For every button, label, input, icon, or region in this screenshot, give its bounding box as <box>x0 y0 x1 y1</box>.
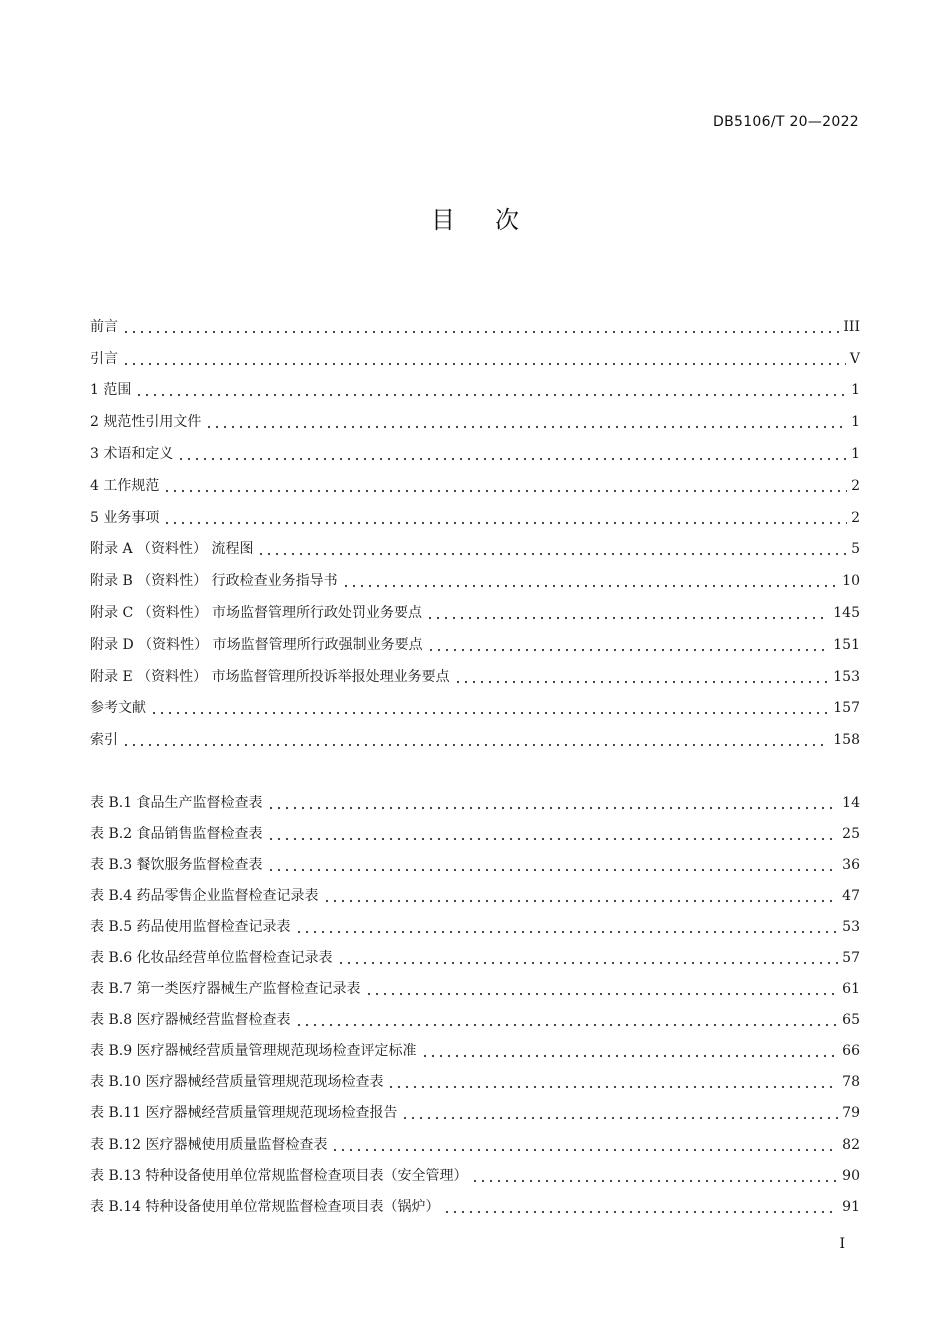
toc-entry-label: 附录 B （资料性） 行政检查业务指导书 <box>90 573 338 590</box>
table-entry-label: 表 B.12 医疗器械使用质量监督检查表 <box>90 1136 328 1153</box>
toc-entry-label: 参考文献 <box>90 700 146 717</box>
toc-entry-label: 3 术语和定义 <box>90 446 174 463</box>
toc-entry-label: 附录 C （资料性） 市场监督管理所行政处罚业务要点 <box>90 605 423 622</box>
toc-entry[interactable] <box>90 693 860 725</box>
table-entry[interactable] <box>90 1067 860 1098</box>
table-entry-page: 14 <box>842 794 860 811</box>
dot-leader <box>257 542 847 556</box>
table-entry-page: 82 <box>842 1136 860 1153</box>
table-entry-page: 53 <box>842 918 860 935</box>
table-entry[interactable] <box>90 1160 860 1191</box>
dot-leader <box>401 1106 838 1120</box>
toc-entry-page: 10 <box>842 573 860 590</box>
table-entry-page: 90 <box>842 1167 860 1184</box>
toc-entry-page: 157 <box>833 700 860 717</box>
table-entry-label: 表 B.8 医疗器械经营监督检查表 <box>90 1012 291 1029</box>
table-entry-page: 61 <box>842 981 860 998</box>
toc-entry-page: 2 <box>851 509 860 526</box>
dot-leader <box>295 920 839 934</box>
table-entry-label: 表 B.11 医疗器械经营质量管理规范现场检查报告 <box>90 1105 398 1122</box>
toc-entry-page: 1 <box>851 382 860 399</box>
page-number: I <box>839 1236 845 1252</box>
toc-entry[interactable] <box>90 311 860 343</box>
toc-entry-page: 145 <box>833 605 860 622</box>
table-list <box>90 787 860 1222</box>
table-entry-label: 表 B.6 化妆品经营单位监督检查记录表 <box>90 950 333 967</box>
toc-entry[interactable] <box>90 597 860 629</box>
toc-entry[interactable] <box>90 565 860 597</box>
toc-entry[interactable] <box>90 343 860 375</box>
toc-entry-page: 158 <box>833 732 860 749</box>
dot-leader <box>331 1138 838 1152</box>
page-title: 目次 <box>431 206 559 234</box>
table-entry-label: 表 B.13 特种设备使用单位常规监督检查项目表（安全管理） <box>90 1167 468 1184</box>
dot-leader <box>122 352 846 366</box>
table-entry-page: 66 <box>842 1043 860 1060</box>
dot-leader <box>337 951 839 965</box>
dot-leader <box>135 383 847 397</box>
table-entry[interactable] <box>90 911 860 942</box>
toc-entry-page: 5 <box>851 541 860 558</box>
dot-leader <box>205 415 847 429</box>
table-entry[interactable] <box>90 1005 860 1036</box>
dot-leader <box>427 638 830 652</box>
toc-entry-page: III <box>843 318 860 335</box>
toc-entry-label: 2 规范性引用文件 <box>90 414 202 431</box>
dot-leader <box>365 982 839 996</box>
toc-entry[interactable] <box>90 375 860 407</box>
dot-leader <box>454 670 830 684</box>
toc-entry-label: 引言 <box>90 350 118 367</box>
toc-entry-page: 1 <box>851 414 860 431</box>
dot-leader <box>443 1200 838 1214</box>
toc-entry-page: 153 <box>833 668 860 685</box>
table-entry[interactable] <box>90 880 860 911</box>
table-entry[interactable] <box>90 942 860 973</box>
table-entry[interactable] <box>90 787 860 818</box>
table-entry-page: 36 <box>842 856 860 873</box>
toc-entry[interactable] <box>90 438 860 470</box>
table-entry[interactable] <box>90 1098 860 1129</box>
toc-entry-label: 4 工作规范 <box>90 477 160 494</box>
toc-entry[interactable] <box>90 661 860 693</box>
table-entry-label: 表 B.4 药品零售企业监督检查记录表 <box>90 887 319 904</box>
table-entry-label: 表 B.2 食品销售监督检查表 <box>90 825 263 842</box>
table-entry-page: 25 <box>842 825 860 842</box>
table-entry-page: 78 <box>842 1074 860 1091</box>
toc-entry[interactable] <box>90 724 860 756</box>
dot-leader <box>177 447 847 461</box>
dot-leader <box>267 827 839 841</box>
toc-entry-label: 索引 <box>90 732 118 749</box>
toc-entry-page: 1 <box>851 446 860 463</box>
table-entry[interactable] <box>90 818 860 849</box>
toc-entry-label: 1 范围 <box>90 382 132 399</box>
toc-entry[interactable] <box>90 470 860 502</box>
dot-leader <box>163 511 847 525</box>
table-entry[interactable] <box>90 1129 860 1160</box>
table-entry-page: 57 <box>842 950 860 967</box>
toc-entry-label: 前言 <box>90 318 118 335</box>
table-entry-page: 91 <box>842 1198 860 1215</box>
toc-entry[interactable] <box>90 534 860 566</box>
toc-entry-page: 2 <box>851 477 860 494</box>
table-entry[interactable] <box>90 1036 860 1067</box>
table-entry-page: 47 <box>842 887 860 904</box>
table-entry-label: 表 B.3 餐饮服务监督检查表 <box>90 856 263 873</box>
table-entry-label: 表 B.5 药品使用监督检查记录表 <box>90 918 291 935</box>
table-entry-page: 79 <box>842 1105 860 1122</box>
dot-leader <box>267 858 839 872</box>
table-entry-label: 表 B.9 医疗器械经营质量管理规范现场检查评定标准 <box>90 1043 417 1060</box>
toc-entry-page: V <box>849 350 860 367</box>
table-entry[interactable] <box>90 849 860 880</box>
dot-leader <box>150 701 829 715</box>
toc-entry[interactable] <box>90 406 860 438</box>
toc-entry-label: 5 业务事项 <box>90 509 160 526</box>
dot-leader <box>471 1169 838 1183</box>
dot-leader <box>295 1013 839 1027</box>
table-entry[interactable] <box>90 974 860 1005</box>
toc-entry[interactable] <box>90 629 860 661</box>
table-entry[interactable] <box>90 1191 860 1222</box>
table-entry-label: 表 B.1 食品生产监督检查表 <box>90 794 263 811</box>
document-code: DB5106/T 20—2022 <box>713 114 859 130</box>
dot-leader <box>421 1044 839 1058</box>
toc-entry-page: 151 <box>833 636 860 653</box>
dot-leader <box>387 1075 838 1089</box>
toc-entry-label: 附录 A （资料性） 流程图 <box>90 541 254 558</box>
dot-leader <box>122 320 839 334</box>
table-entry-label: 表 B.14 特种设备使用单位常规监督检查项目表（锅炉） <box>90 1198 440 1215</box>
dot-leader <box>323 889 839 903</box>
table-entry-label: 表 B.10 医疗器械经营质量管理规范现场检查表 <box>90 1074 384 1091</box>
dot-leader <box>267 796 839 810</box>
toc-entry[interactable] <box>90 502 860 534</box>
dot-leader <box>122 733 829 747</box>
table-entry-label: 表 B.7 第一类医疗器械生产监督检查记录表 <box>90 981 361 998</box>
toc-entry-label: 附录 D （资料性） 市场监督管理所行政强制业务要点 <box>90 636 423 653</box>
dot-leader <box>163 479 847 493</box>
toc-entry-label: 附录 E （资料性） 市场监督管理所投诉举报处理业务要点 <box>90 668 450 685</box>
dot-leader <box>426 606 829 620</box>
dot-leader <box>342 574 839 588</box>
toc-list <box>90 311 860 756</box>
table-entry-page: 65 <box>842 1012 860 1029</box>
